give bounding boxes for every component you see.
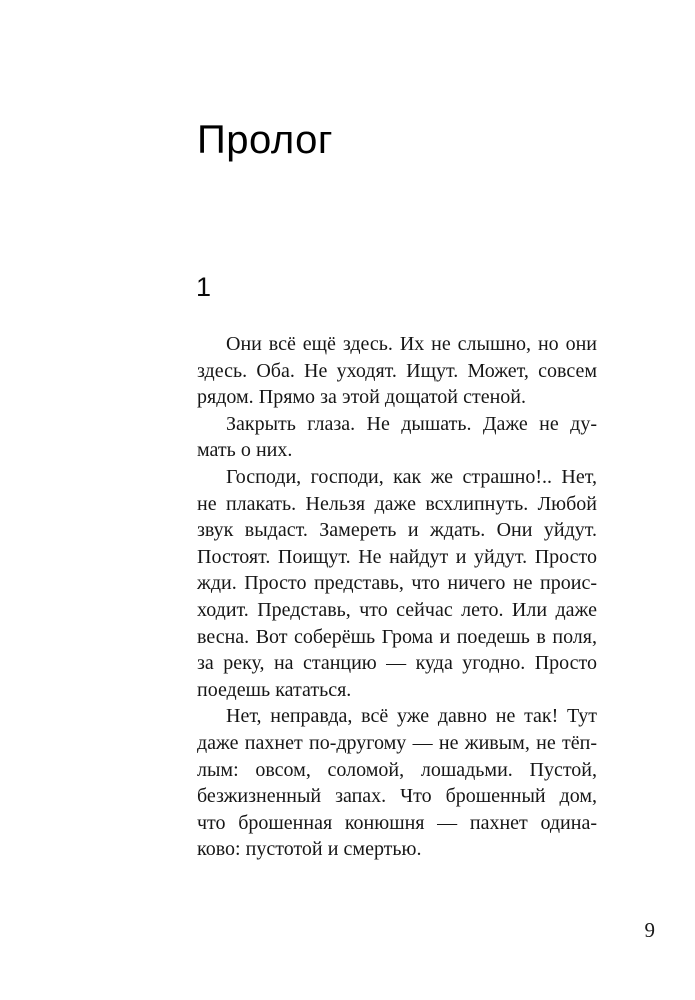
text-line: Они всё ещё здесь. Их не слышно, но они bbox=[226, 333, 597, 355]
body-text bbox=[197, 331, 597, 863]
text-line: не плакать. Нельзя даже всхлипнуть. Любой bbox=[197, 492, 597, 515]
text-line: Постоят. Поищут. Не найдут и уйдут. Просто bbox=[197, 545, 597, 568]
text-line: безжизненный запах. Что брошенный дом, bbox=[197, 785, 597, 808]
text-line: рядом. Прямо за этой дощатой стеной. bbox=[197, 386, 527, 409]
text-line: лым: овсом, соломой, лошадьми. Пустой, bbox=[197, 758, 597, 781]
text-line: даже пахнет по-другому — не живым, не тёп- bbox=[197, 731, 597, 754]
text-line: весна. Вот соберёшь Грома и поедешь в поля, bbox=[197, 625, 597, 648]
paragraph bbox=[197, 331, 597, 411]
text-line: за реку, на станцию — куда угодно. Просто bbox=[197, 652, 597, 675]
text-line: жди. Просто представь, что ничего не проис- bbox=[197, 572, 597, 595]
text-line: мать о них. bbox=[197, 439, 293, 462]
text-line: ково: пустотой и смертью. bbox=[197, 838, 422, 861]
paragraph bbox=[197, 703, 597, 863]
text-line: звук выдаст. Замереть и ждать. Они уйдут. bbox=[197, 519, 597, 542]
text-line: здесь. Оба. Не уходят. Ищут. Может, совсем bbox=[197, 359, 597, 382]
section-number: 1 bbox=[196, 272, 212, 302]
text-line: Нет, неправда, всё уже давно не так! Тут bbox=[226, 705, 597, 728]
text-line: Господи, господи, как же страшно!.. Нет, bbox=[226, 465, 597, 488]
page-number: 9 bbox=[644, 918, 655, 942]
chapter-title: Пролог bbox=[197, 118, 333, 162]
paragraph bbox=[197, 464, 597, 703]
text-line: что брошенная конюшня — пахнет одина- bbox=[197, 811, 597, 834]
text-line: Закрыть глаза. Не дышать. Даже не ду- bbox=[226, 412, 597, 435]
text-line: ходит. Представь, что сейчас лето. Или даже bbox=[197, 598, 597, 621]
text-line: поедешь кататься. bbox=[197, 678, 352, 701]
paragraph bbox=[197, 411, 597, 464]
